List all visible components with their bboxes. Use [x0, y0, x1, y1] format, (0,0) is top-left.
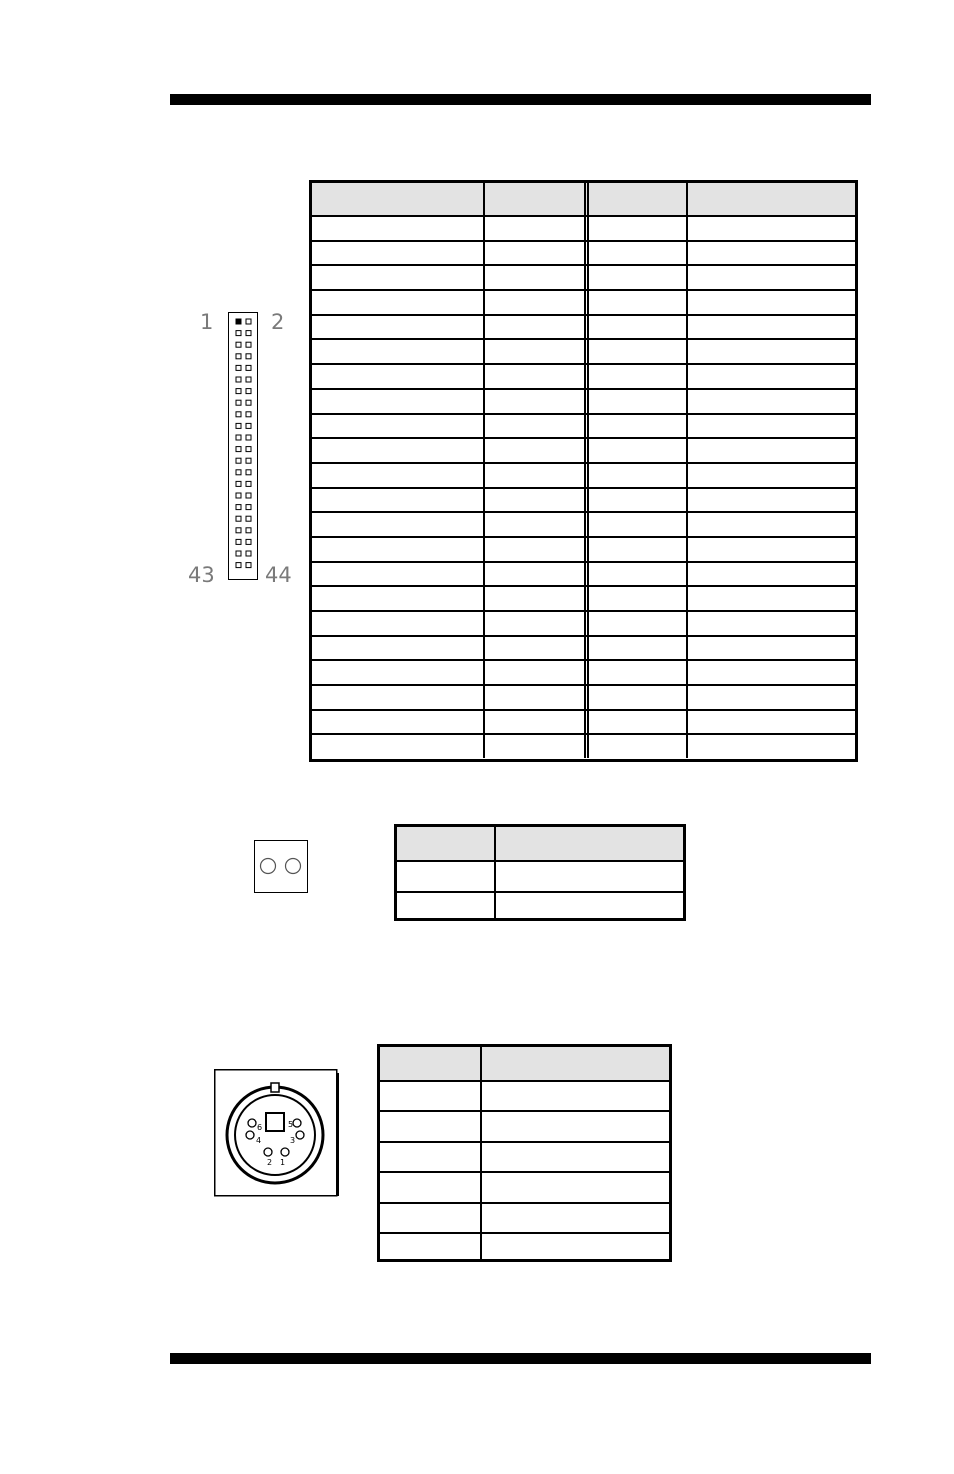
table-cell	[312, 242, 483, 265]
ide-table-body	[312, 215, 855, 758]
header-cell	[494, 827, 683, 860]
ps2-pin-number: 4	[256, 1136, 262, 1145]
bottom-rule	[170, 1353, 871, 1364]
table-cell	[380, 1112, 480, 1140]
top-rule	[170, 94, 871, 105]
table-cell	[312, 415, 483, 438]
table-cell	[483, 464, 584, 487]
table-cell	[312, 661, 483, 684]
table-cell	[483, 291, 584, 314]
ide-pin-grid	[229, 313, 256, 578]
header-cell	[686, 183, 855, 215]
ide-pin	[236, 365, 241, 370]
ide-pin	[246, 528, 251, 533]
ide-pin	[236, 435, 241, 440]
table-row	[380, 1080, 669, 1110]
header-cell	[380, 1047, 480, 1080]
table-cell	[397, 862, 494, 891]
pin-label-1: 1	[200, 310, 214, 334]
table-cell	[686, 735, 855, 758]
header-cell	[584, 183, 686, 215]
table-cell	[584, 587, 686, 610]
ide-pin	[236, 481, 241, 486]
table-cell	[584, 686, 686, 709]
ide-pin	[236, 400, 241, 405]
table-row	[380, 1202, 669, 1232]
table-cell	[483, 711, 584, 734]
ps2-pin-number: 6	[257, 1123, 263, 1132]
table-cell	[480, 1234, 669, 1262]
table-cell	[483, 612, 584, 635]
table-header-row	[312, 183, 855, 215]
ide-pin	[246, 493, 251, 498]
table-cell	[584, 340, 686, 363]
table-cell	[312, 464, 483, 487]
ide-pin	[236, 319, 241, 324]
ide-pin	[246, 377, 251, 382]
table-cell	[312, 316, 483, 339]
table-cell	[312, 538, 483, 561]
table-cell	[483, 661, 584, 684]
table-cell	[494, 862, 683, 891]
table-cell	[312, 365, 483, 388]
table-row	[312, 314, 855, 339]
ps2-pin-table	[377, 1044, 672, 1262]
jumper-table-body	[397, 860, 683, 921]
ide-pin	[246, 331, 251, 336]
ide-pin	[246, 412, 251, 417]
table-header-row	[380, 1047, 669, 1080]
table-cell	[584, 266, 686, 289]
ide-pin	[246, 447, 251, 452]
table-row	[312, 733, 855, 758]
jumper-pin-1	[261, 859, 276, 874]
table-cell	[584, 390, 686, 413]
ide-pin	[246, 563, 251, 568]
table-cell	[584, 242, 686, 265]
table-cell	[380, 1173, 480, 1201]
table-cell	[483, 513, 584, 536]
ide-pin	[236, 458, 241, 463]
table-cell	[312, 340, 483, 363]
jumper-pin-table	[394, 824, 686, 921]
table-cell	[483, 217, 584, 240]
table-row	[312, 413, 855, 438]
ps2-table-body	[380, 1080, 669, 1262]
ide-pin	[246, 400, 251, 405]
table-cell	[584, 489, 686, 512]
table-cell	[312, 563, 483, 586]
table-cell	[686, 266, 855, 289]
ide-pin	[246, 470, 251, 475]
pin-label-44: 44	[265, 563, 292, 587]
ide-pin	[236, 493, 241, 498]
table-cell	[584, 365, 686, 388]
ide-pin	[236, 516, 241, 521]
ps2-pin-number: 3	[290, 1136, 296, 1145]
pin-label-2: 2	[271, 310, 285, 334]
ide-pin	[246, 319, 251, 324]
table-row	[312, 536, 855, 561]
table-cell	[584, 316, 686, 339]
table-row	[312, 709, 855, 734]
table-cell	[480, 1112, 669, 1140]
table-row	[312, 437, 855, 462]
table-cell	[686, 439, 855, 462]
table-cell	[686, 612, 855, 635]
table-cell	[480, 1204, 669, 1232]
table-cell	[686, 637, 855, 660]
table-cell	[686, 340, 855, 363]
ide-pin	[246, 389, 251, 394]
table-cell	[483, 316, 584, 339]
table-row	[397, 860, 683, 891]
table-row	[312, 585, 855, 610]
ide-pin	[236, 470, 241, 475]
ide-pin	[236, 447, 241, 452]
table-cell	[584, 291, 686, 314]
ide-pin	[236, 389, 241, 394]
table-cell	[312, 711, 483, 734]
table-cell	[483, 242, 584, 265]
ide-pin	[246, 481, 251, 486]
table-cell	[483, 686, 584, 709]
table-row	[312, 338, 855, 363]
table-row	[312, 561, 855, 586]
table-row	[397, 891, 683, 922]
ide-pin	[236, 354, 241, 359]
table-cell	[312, 217, 483, 240]
ide-pin	[236, 563, 241, 568]
ide-pin	[236, 423, 241, 428]
table-row	[312, 684, 855, 709]
ide-pin	[236, 505, 241, 510]
table-cell	[483, 563, 584, 586]
table-row	[312, 610, 855, 635]
table-cell	[480, 1082, 669, 1110]
table-cell	[686, 661, 855, 684]
ide-pin	[246, 423, 251, 428]
ide-pin	[236, 342, 241, 347]
table-cell	[584, 217, 686, 240]
table-cell	[584, 711, 686, 734]
table-cell	[483, 340, 584, 363]
table-cell	[483, 587, 584, 610]
table-cell	[686, 513, 855, 536]
table-row	[380, 1232, 669, 1262]
header-cell	[480, 1047, 669, 1080]
table-cell	[312, 686, 483, 709]
table-cell	[483, 489, 584, 512]
table-row	[312, 511, 855, 536]
table-cell	[686, 291, 855, 314]
ide-pin	[246, 365, 251, 370]
table-cell	[380, 1234, 480, 1262]
table-cell	[584, 439, 686, 462]
table-cell	[312, 291, 483, 314]
table-row	[312, 240, 855, 265]
ide-pin	[246, 516, 251, 521]
ide-pin	[236, 528, 241, 533]
table-cell	[312, 612, 483, 635]
ide-pin	[246, 435, 251, 440]
table-row	[312, 264, 855, 289]
table-cell	[397, 893, 494, 922]
table-cell	[312, 266, 483, 289]
header-cell	[312, 183, 483, 215]
table-cell	[480, 1173, 669, 1201]
table-cell	[312, 390, 483, 413]
jumper-pins	[255, 841, 306, 891]
ide-pin	[246, 551, 251, 556]
table-row	[312, 388, 855, 413]
table-cell	[480, 1143, 669, 1171]
ide-header-diagram	[228, 312, 258, 580]
table-cell	[483, 365, 584, 388]
table-row	[380, 1110, 669, 1140]
table-cell	[686, 316, 855, 339]
ide-pin	[236, 377, 241, 382]
table-cell	[686, 365, 855, 388]
table-cell	[312, 439, 483, 462]
table-cell	[312, 513, 483, 536]
table-row	[312, 289, 855, 314]
table-cell	[380, 1082, 480, 1110]
ps2-connector-diagram	[214, 1069, 340, 1197]
table-cell	[584, 415, 686, 438]
table-cell	[584, 563, 686, 586]
table-cell	[686, 538, 855, 561]
ide-pin-table	[309, 180, 858, 762]
header-cell	[397, 827, 494, 860]
pin-label-43: 43	[188, 563, 215, 587]
table-row	[312, 659, 855, 684]
header-cell	[483, 183, 584, 215]
table-cell	[380, 1204, 480, 1232]
table-cell	[686, 563, 855, 586]
two-pin-jumper-diagram	[254, 840, 308, 893]
table-cell	[584, 637, 686, 660]
ide-pin	[236, 412, 241, 417]
table-cell	[483, 266, 584, 289]
table-row	[312, 462, 855, 487]
table-header-row	[397, 827, 683, 860]
ps2-pin-number: 5	[288, 1120, 294, 1129]
ps2-pin-number: 1	[280, 1158, 286, 1167]
ide-pin	[246, 539, 251, 544]
ps2-pin-number: 2	[267, 1158, 273, 1167]
table-cell	[312, 587, 483, 610]
table-cell	[380, 1143, 480, 1171]
ide-pin	[236, 551, 241, 556]
table-cell	[686, 217, 855, 240]
ps2-connector-icon	[214, 1069, 340, 1197]
ide-pin	[236, 331, 241, 336]
ide-pin	[246, 354, 251, 359]
table-cell	[584, 735, 686, 758]
table-cell	[584, 513, 686, 536]
table-cell	[584, 464, 686, 487]
ide-pin	[246, 342, 251, 347]
table-row	[312, 635, 855, 660]
table-cell	[312, 637, 483, 660]
table-cell	[483, 415, 584, 438]
table-cell	[483, 439, 584, 462]
table-cell	[584, 661, 686, 684]
jumper-pin-2	[286, 859, 301, 874]
table-cell	[686, 390, 855, 413]
table-cell	[584, 612, 686, 635]
table-cell	[584, 538, 686, 561]
table-cell	[686, 242, 855, 265]
ide-pin	[236, 539, 241, 544]
table-row	[380, 1141, 669, 1171]
table-cell	[312, 489, 483, 512]
table-row	[312, 215, 855, 240]
ide-pin	[246, 505, 251, 510]
table-cell	[686, 587, 855, 610]
table-row	[312, 363, 855, 388]
table-cell	[494, 893, 683, 922]
table-cell	[312, 735, 483, 758]
ide-pin	[246, 458, 251, 463]
table-cell	[686, 415, 855, 438]
table-cell	[483, 637, 584, 660]
table-row	[380, 1171, 669, 1201]
table-cell	[686, 711, 855, 734]
table-cell	[686, 686, 855, 709]
table-cell	[686, 489, 855, 512]
table-row	[312, 487, 855, 512]
table-cell	[483, 735, 584, 758]
table-cell	[483, 390, 584, 413]
table-cell	[686, 464, 855, 487]
table-cell	[483, 538, 584, 561]
